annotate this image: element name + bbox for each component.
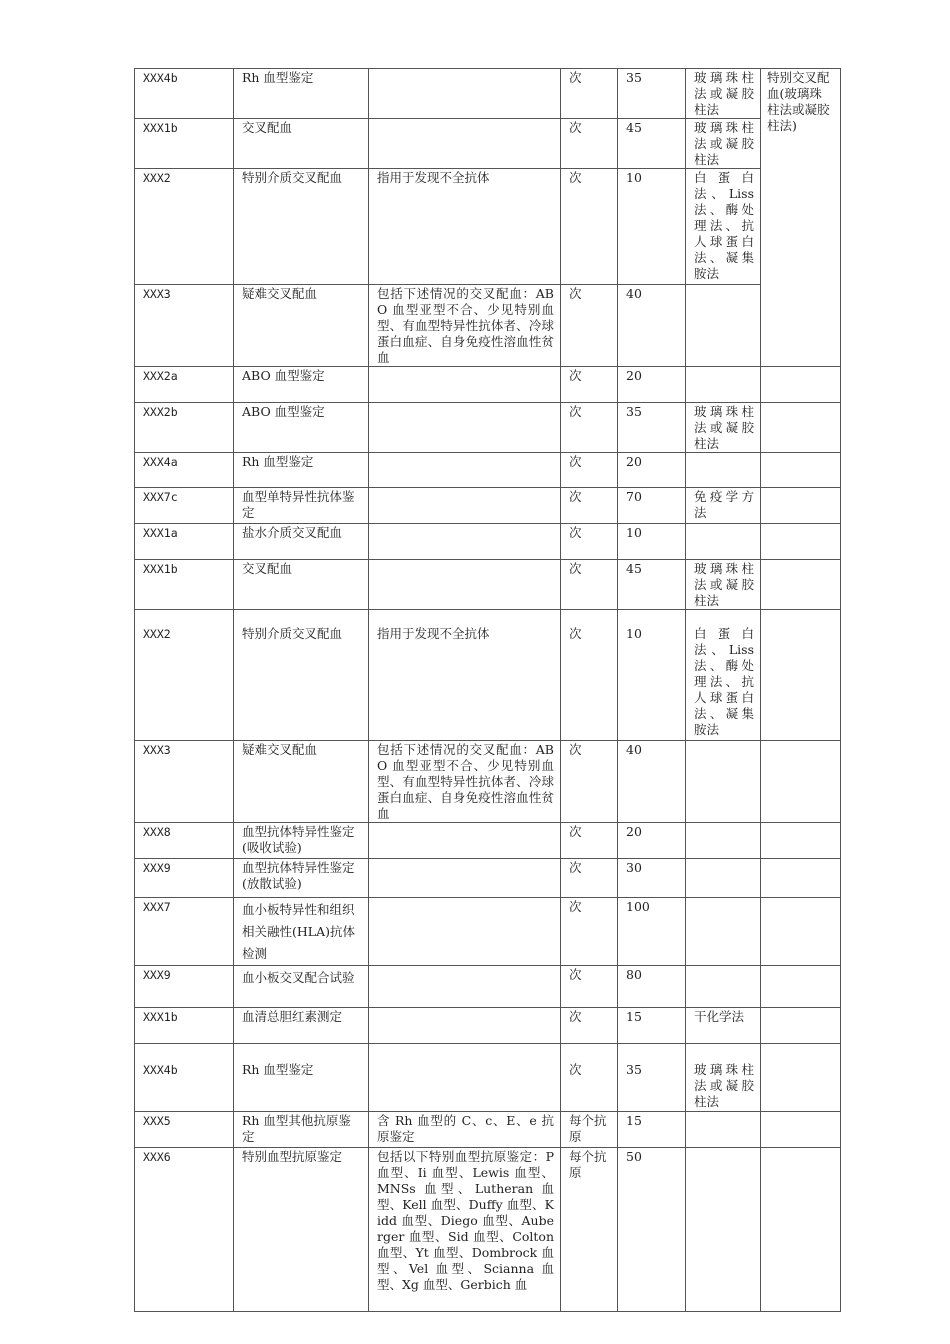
item-unit: 次 — [561, 823, 618, 859]
table-row — [135, 898, 841, 966]
item-unit: 次 — [561, 560, 618, 610]
item-description: 指用于发现不全抗体 — [369, 169, 561, 285]
item-code: XXX4b — [135, 69, 234, 119]
item-name: 血型抗体特异性鉴定(吸收试验) — [234, 823, 369, 859]
item-method — [686, 453, 761, 488]
item-description — [369, 453, 561, 488]
item-name: 疑难交叉配血 — [234, 285, 369, 367]
item-note — [761, 524, 841, 560]
item-name: 特别介质交叉配血 — [234, 610, 369, 741]
item-price: 50 — [618, 1148, 686, 1312]
item-code: XXX2 — [135, 169, 234, 285]
item-method — [686, 1148, 761, 1312]
item-code: XXX5 — [135, 1112, 234, 1148]
item-unit: 次 — [561, 367, 618, 403]
item-description — [369, 1044, 561, 1112]
item-note — [761, 1148, 841, 1312]
item-note — [761, 823, 841, 859]
item-unit: 次 — [561, 169, 618, 285]
table-row — [135, 560, 841, 610]
item-unit: 次 — [561, 610, 618, 741]
item-unit: 次 — [561, 285, 618, 367]
item-name: 血小板交叉配合试验 — [234, 966, 369, 1008]
item-method — [686, 367, 761, 403]
table-row — [135, 1112, 841, 1148]
item-code: XXX1b — [135, 119, 234, 169]
item-unit: 次 — [561, 453, 618, 488]
item-method — [686, 524, 761, 560]
item-price: 30 — [618, 859, 686, 898]
item-price: 70 — [618, 488, 686, 524]
item-method: 玻璃珠柱法或凝胶柱法 — [686, 1044, 761, 1112]
item-method: 白 蛋 白法、Liss法、酶处理法、抗人球蛋白法、凝集胺法 — [686, 610, 761, 741]
table-row — [135, 823, 841, 859]
item-unit: 次 — [561, 859, 618, 898]
item-price: 80 — [618, 966, 686, 1008]
item-description — [369, 823, 561, 859]
item-code: XXX9 — [135, 966, 234, 1008]
item-name: 疑难交叉配血 — [234, 741, 369, 823]
table-row — [135, 169, 841, 285]
item-unit: 次 — [561, 1008, 618, 1044]
item-unit: 次 — [561, 1044, 618, 1112]
item-code: XXX6 — [135, 1148, 234, 1312]
item-name: 特别介质交叉配血 — [234, 169, 369, 285]
item-unit: 次 — [561, 898, 618, 966]
item-name: 交叉配血 — [234, 560, 369, 610]
table-row — [135, 966, 841, 1008]
item-name: Rh 血型其他抗原鉴定 — [234, 1112, 369, 1148]
item-note — [761, 403, 841, 453]
table-row — [135, 741, 841, 823]
item-note: 特别交叉配血(玻璃珠柱法或凝胶柱法) — [761, 69, 841, 367]
table-row — [135, 524, 841, 560]
item-code: XXX4a — [135, 453, 234, 488]
item-note — [761, 1112, 841, 1148]
table-row — [135, 1148, 841, 1312]
item-code: XXX3 — [135, 741, 234, 823]
item-description — [369, 488, 561, 524]
item-description — [369, 119, 561, 169]
item-note — [761, 610, 841, 741]
item-note — [761, 367, 841, 403]
item-name: 交叉配血 — [234, 119, 369, 169]
item-method: 干化学法 — [686, 1008, 761, 1044]
item-name: 血小板特异性和组织相关融性(HLA)抗体检测 — [234, 898, 369, 966]
item-description — [369, 560, 561, 610]
item-price: 35 — [618, 1044, 686, 1112]
item-price: 10 — [618, 169, 686, 285]
item-code: XXX9 — [135, 859, 234, 898]
item-method: 玻璃珠柱法或凝胶柱法 — [686, 69, 761, 119]
item-description: 含 Rh 血型的 C、c、E、e 抗原鉴定 — [369, 1112, 561, 1148]
item-name: Rh 血型鉴定 — [234, 69, 369, 119]
item-description — [369, 367, 561, 403]
fee-table — [134, 68, 841, 1312]
item-price: 10 — [618, 524, 686, 560]
item-price: 20 — [618, 367, 686, 403]
item-price: 20 — [618, 823, 686, 859]
item-description — [369, 403, 561, 453]
item-method — [686, 741, 761, 823]
item-method: 免疫学方法 — [686, 488, 761, 524]
table-row — [135, 453, 841, 488]
item-method: 玻璃珠柱法或凝胶柱法 — [686, 560, 761, 610]
table-row — [135, 488, 841, 524]
item-unit: 次 — [561, 119, 618, 169]
item-note — [761, 898, 841, 966]
item-note — [761, 1044, 841, 1112]
item-price: 35 — [618, 69, 686, 119]
item-description: 包括以下特别血型抗原鉴定：P 血型、Ii 血型、Lewis 血型、MNSs 血型、Lutheran 血型、Kell 血型、Duffy 血型、Kidd 血型、Diego 血型、Auberger 血型、Sid 血型、Colton 血型、Yt 血型、Dombrock 血型、Vel 血型、Scianna 血型、Xg 血型、Gerbich 血 — [369, 1148, 561, 1312]
item-price: 20 — [618, 453, 686, 488]
item-unit: 次 — [561, 69, 618, 119]
item-method: 玻璃珠柱法或凝胶柱法 — [686, 119, 761, 169]
table-row — [135, 69, 841, 119]
item-method — [686, 285, 761, 367]
item-unit: 次 — [561, 524, 618, 560]
table-row — [135, 1008, 841, 1044]
item-name: ABO 血型鉴定 — [234, 403, 369, 453]
item-unit: 次 — [561, 488, 618, 524]
item-name: 特别血型抗原鉴定 — [234, 1148, 369, 1312]
item-description: 指用于发现不全抗体 — [369, 610, 561, 741]
item-price: 45 — [618, 119, 686, 169]
item-description — [369, 859, 561, 898]
item-method — [686, 1112, 761, 1148]
item-unit: 每个抗原 — [561, 1112, 618, 1148]
item-method — [686, 859, 761, 898]
item-price: 45 — [618, 560, 686, 610]
item-note — [761, 1008, 841, 1044]
item-unit: 次 — [561, 966, 618, 1008]
item-code: XXX2a — [135, 367, 234, 403]
item-name: 盐水介质交叉配血 — [234, 524, 369, 560]
item-code: XXX2 — [135, 610, 234, 741]
item-name: ABO 血型鉴定 — [234, 367, 369, 403]
item-code: XXX8 — [135, 823, 234, 859]
item-description — [369, 966, 561, 1008]
item-unit: 次 — [561, 741, 618, 823]
item-unit: 每个抗原 — [561, 1148, 618, 1312]
table-row — [135, 610, 841, 741]
item-code: XXX1b — [135, 1008, 234, 1044]
item-note — [761, 859, 841, 898]
item-description: 包括下述情况的交叉配血：ABO 血型亚型不合、少见特别血型、有血型特异性抗体者、冷球蛋白血症、自身免疫性溶血性贫血 — [369, 741, 561, 823]
item-note — [761, 966, 841, 1008]
item-price: 15 — [618, 1008, 686, 1044]
item-description — [369, 898, 561, 966]
item-price: 40 — [618, 741, 686, 823]
item-method: 白 蛋 白法、Liss法、酶处理法、抗人球蛋白法、凝集胺法 — [686, 169, 761, 285]
item-description — [369, 1008, 561, 1044]
item-method — [686, 966, 761, 1008]
table-row — [135, 403, 841, 453]
item-price: 35 — [618, 403, 686, 453]
item-description: 包括下述情况的交叉配血：ABO 血型亚型不合、少见特别血型、有血型特异性抗体者、冷球蛋白血症、自身免疫性溶血性贫血 — [369, 285, 561, 367]
item-code: XXX1a — [135, 524, 234, 560]
item-name: Rh 血型鉴定 — [234, 453, 369, 488]
table-row — [135, 367, 841, 403]
table-row — [135, 859, 841, 898]
item-code: XXX3 — [135, 285, 234, 367]
item-description — [369, 524, 561, 560]
item-note — [761, 488, 841, 524]
table-row — [135, 285, 841, 367]
item-description — [369, 69, 561, 119]
item-note — [761, 453, 841, 488]
item-code: XXX2b — [135, 403, 234, 453]
item-code: XXX7c — [135, 488, 234, 524]
item-price: 10 — [618, 610, 686, 741]
item-code: XXX4b — [135, 1044, 234, 1112]
item-price: 15 — [618, 1112, 686, 1148]
table-row — [135, 119, 841, 169]
item-code: XXX1b — [135, 560, 234, 610]
table-row — [135, 1044, 841, 1112]
item-name: Rh 血型鉴定 — [234, 1044, 369, 1112]
item-price: 40 — [618, 285, 686, 367]
item-price: 100 — [618, 898, 686, 966]
item-code: XXX7 — [135, 898, 234, 966]
item-name: 血型单特异性抗体鉴定 — [234, 488, 369, 524]
item-unit: 次 — [561, 403, 618, 453]
item-note — [761, 560, 841, 610]
item-name: 血型抗体特异性鉴定(放散试验) — [234, 859, 369, 898]
item-name: 血清总胆红素测定 — [234, 1008, 369, 1044]
item-method — [686, 898, 761, 966]
item-note — [761, 741, 841, 823]
item-method: 玻璃珠柱法或凝胶柱法 — [686, 403, 761, 453]
item-method — [686, 823, 761, 859]
